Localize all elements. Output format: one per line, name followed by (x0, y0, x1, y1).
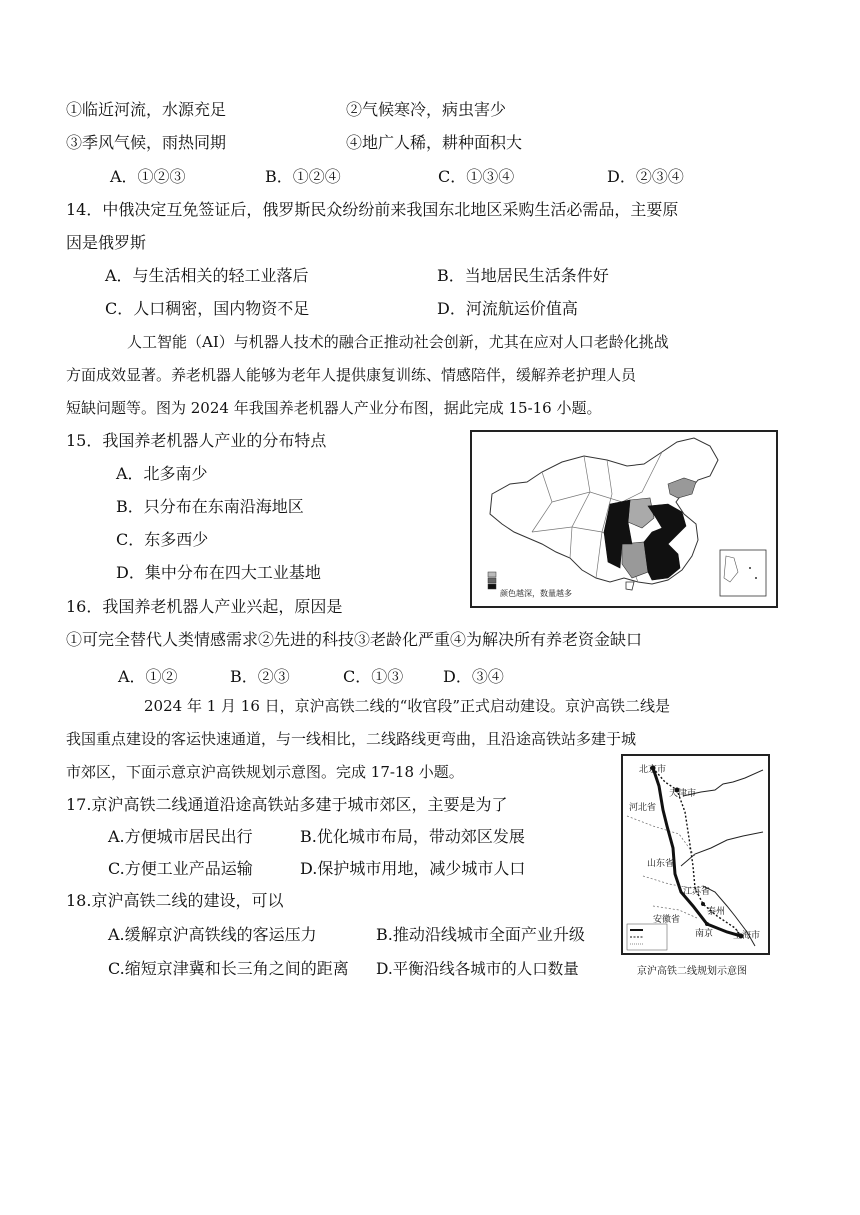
q14-choice-a: A．与生活相关的轻工业落后 (105, 266, 309, 285)
passage1-line-3: 短缺问题等。图为 2024 年我国养老机器人产业分布图，据此完成 15-16 小题。 (66, 399, 602, 417)
q15-choice-a: A．北多南少 (116, 464, 208, 483)
q16-choice-b: B．②③ (230, 667, 290, 686)
railway-map-caption: 京沪高铁二线规划示意图 (637, 966, 747, 977)
label-tianjin: 天津市 (669, 789, 697, 799)
q16-stem: 16．我国养老机器人产业兴起，原因是 (66, 597, 343, 616)
q18-choice-b: B.推动沿线城市全面产业升级 (376, 925, 585, 944)
q14-stem-line-1: 14．中俄决定互免签证后，俄罗斯民众纷纷前来我国东北地区采购生活必需品，主要原 (66, 200, 679, 219)
label-shanghai: 上海市 (733, 931, 761, 941)
map-legend-text: 颜色越深，数量越多 (500, 589, 572, 598)
q13-choice-a: A．①②③ (110, 167, 186, 186)
passage2-line-1: 2024 年 1 月 16 日，京沪高铁二线的“收官段”正式启动建设。京沪高铁二线是 (144, 697, 670, 715)
label-hebei: 河北省 (629, 803, 657, 813)
passage2-line-2: 我国重点建设的客运快速通道，与一线相比，二线路线更弯曲，且沿途高铁站多建于城 (66, 730, 637, 748)
q16-options: ①可完全替代人类情感需求②先进的科技③老龄化严重④为解决所有养老资金缺口 (66, 630, 643, 649)
q17-choice-b: B.优化城市布局，带动郊区发展 (300, 827, 525, 846)
q16-choice-a: A．①② (118, 667, 178, 686)
q15-choice-d: D．集中分布在四大工业基地 (116, 563, 321, 582)
q18-choice-c: C.缩短京津冀和长三角之间的距离 (108, 959, 349, 978)
q14-stem-line-2: 因是俄罗斯 (66, 233, 147, 252)
q13-option-4: ④地广人稀，耕种面积大 (346, 133, 523, 152)
passage1-line-1: 人工智能（AI）与机器人技术的融合正推动社会创新，尤其在应对人口老龄化挑战 (127, 333, 669, 351)
q15-stem: 15．我国养老机器人产业的分布特点 (66, 431, 327, 450)
label-anhui: 安徽省 (653, 915, 681, 925)
q17-stem: 17.京沪高铁二线通道沿途高铁站多建于城市郊区，主要是为了 (66, 795, 508, 814)
railway-map (621, 754, 770, 955)
robot-industry-map (470, 430, 778, 608)
label-shandong: 山东省 (647, 859, 675, 869)
q15-choice-c: C．东多西少 (116, 530, 209, 549)
q16-choice-d: D．③④ (443, 667, 504, 686)
q17-choice-a: A.方便城市居民出行 (108, 827, 253, 846)
q18-stem: 18.京沪高铁二线的建设，可以 (66, 891, 284, 910)
q13-choice-b: B．①②④ (265, 167, 341, 186)
q13-option-2: ②气候寒冷，病虫害少 (346, 100, 507, 119)
q13-option-1: ①临近河流，水源充足 (66, 100, 227, 119)
china-map-graphic (472, 432, 776, 606)
label-taizhou: 泰州 (707, 907, 726, 917)
label-nanjing: 南京 (695, 929, 714, 939)
q16-choice-c: C．①③ (343, 667, 404, 686)
label-jiangsu: 江苏省 (683, 887, 711, 897)
label-beijing: 北京市 (639, 765, 667, 775)
q14-choice-b: B．当地居民生活条件好 (437, 266, 609, 285)
q17-choice-c: C.方便工业产品运输 (108, 859, 253, 878)
passage2-line-3: 市郊区，下面示意京沪高铁规划示意图。完成 17-18 小题。 (66, 763, 464, 781)
q13-choice-d: D．②③④ (607, 167, 684, 186)
q18-choice-a: A.缓解京沪高铁线的客运压力 (108, 925, 317, 944)
q14-choice-d: D．河流航运价值高 (437, 299, 578, 318)
passage1-line-2: 方面成效显著。养老机器人能够为老年人提供康复训练、情感陪伴，缓解养老护理人员 (66, 366, 637, 384)
q15-choice-b: B．只分布在东南沿海地区 (116, 497, 304, 516)
q14-choice-c: C．人口稠密，国内物资不足 (105, 299, 310, 318)
q13-option-3: ③季风气候，雨热同期 (66, 133, 227, 152)
q13-choice-c: C．①③④ (438, 167, 515, 186)
q18-choice-d: D.平衡沿线各城市的人口数量 (376, 960, 579, 978)
q17-choice-d: D.保护城市用地，减少城市人口 (300, 859, 526, 878)
